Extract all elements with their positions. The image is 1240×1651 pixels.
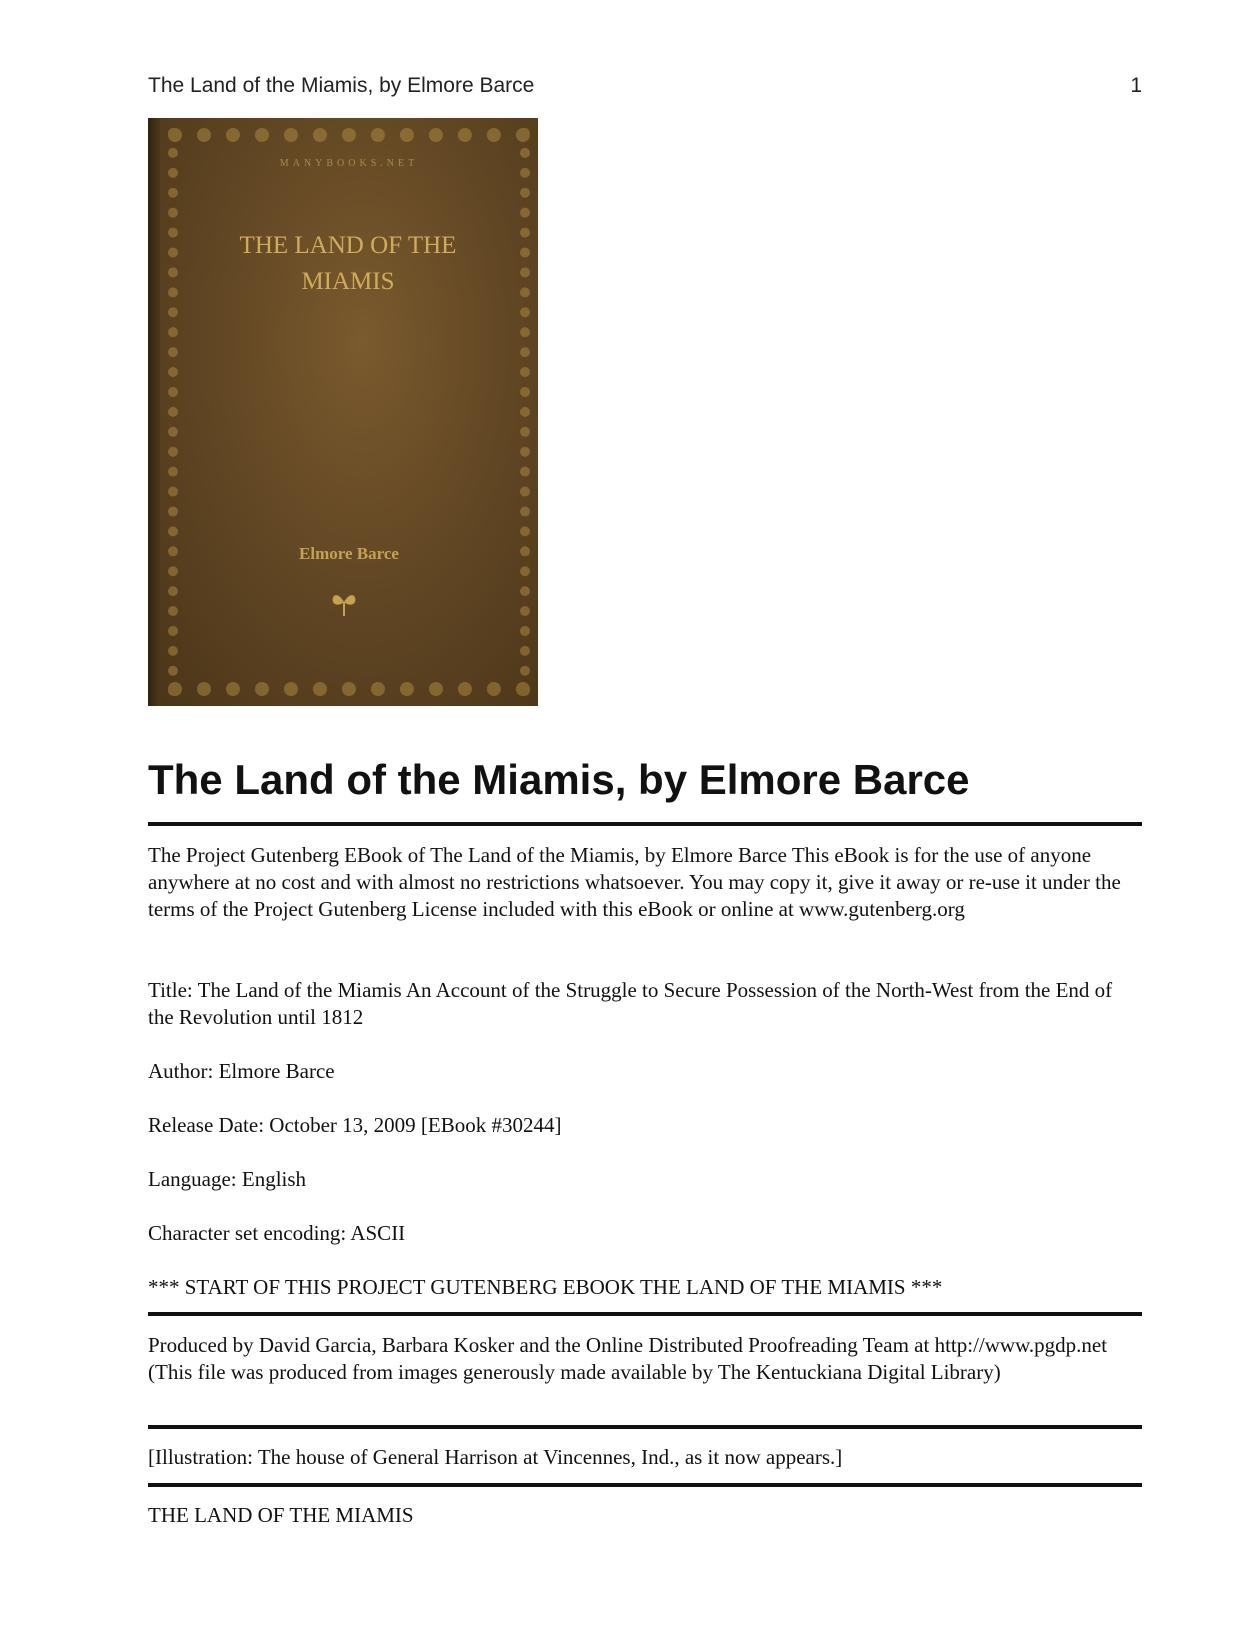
running-title: The Land of the Miamis, by Elmore Barce [148,74,535,97]
divider [148,822,1142,826]
book-heading: THE LAND OF THE MIAMIS [148,1503,414,1527]
book-cover-image [148,118,538,706]
document-title: The Land of the Miamis, by Elmore Barce [148,756,970,803]
release-line: Release Date: October 13, 2009 [EBook #30244] [148,1113,562,1137]
running-header [148,74,1142,98]
start-line: *** START OF THIS PROJECT GUTENBERG EBOOK THE LAND OF THE MIAMIS *** [148,1275,943,1299]
illustration-caption: [Illustration: The house of General Harrison at Vincennes, Ind., as it now appears.] [148,1445,843,1469]
divider [148,1425,1142,1429]
leaf-ornament-icon [331,588,357,622]
cover-author: Elmore Barce [299,544,399,563]
cover-spine [148,118,160,706]
title-line: Title: The Land of the Miamis An Account of the Struggle to Secure Possession of the North-West from the End of the Revolution until 1812 [148,978,1113,1029]
divider [148,1312,1142,1316]
cover-site-label: MANYBOOKS.NET [279,158,419,169]
intro-paragraph: The Project Gutenberg EBook of The Land of the Miamis, by Elmore Barce This eBook is for the use of anyone anywhere at no cost and with almost no restrictions whatsoever. You may copy it, give it away or re-use it under the terms of the Project Gutenberg License included with this eBook or online at www.gutenberg.org [148,843,1121,921]
encoding-line: Character set encoding: ASCII [148,1221,406,1245]
divider [148,1483,1142,1487]
language-line: Language: English [148,1167,307,1191]
author-line: Author: Elmore Barce [148,1059,335,1083]
produced-by-paragraph: Produced by David Garcia, Barbara Kosker and the Online Distributed Proofreading Team at http://www.pgdp.net (This file was produced from images generously made available by The Kentuckiana Digital Library) [148,1333,1108,1384]
page-number: 1 [1130,74,1142,97]
cover-title: THE LAND OF THE MIAMIS [239,232,457,295]
